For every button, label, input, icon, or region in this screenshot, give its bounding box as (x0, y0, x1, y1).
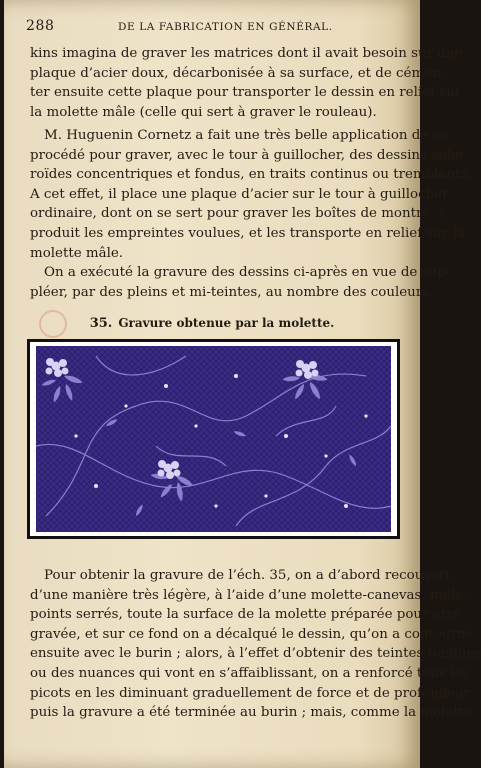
text-line: procédé pour graver, avec le tour à guillocher, des dessins sphé- (30, 147, 468, 163)
text-line: kins imagina de graver les matrices dont il avait besoin sur une (30, 46, 463, 61)
paragraph-4 (30, 566, 481, 723)
paragraph-3 (30, 263, 451, 302)
text-line: A cet effet, il place une plaque d’acier sur le tour à guillocher (30, 186, 449, 202)
running-title: DE LA FABRICATION EN GÉNÉRAL. (118, 21, 333, 33)
text-line: picots en les diminuant graduellement de force et de profondeur ; (30, 685, 479, 701)
figure-number: 35. (89, 316, 113, 331)
text-line: ensuite avec le burin ; alors, à l’effet d’obtenir des teintes fondues (30, 646, 481, 662)
text-line: gravée, et sur ce fond on a décalqué le dessin, qu’on a contourné (30, 626, 474, 642)
text-line: ou des nuances qui vont en s’affaiblissant, on a renforcé tous les (30, 665, 470, 681)
text-line: M. Huguenin Cornetz a fait une très belle application de ce (44, 128, 448, 143)
text-line: pléer, par des pleins et mi-teintes, au nombre des couleurs. (30, 284, 434, 300)
book-page (4, 0, 481, 768)
figure-title: Gravure obtenue par la molette. (118, 316, 335, 330)
text-line: plaque d’acier doux, décarbonisée à sa surface, et de cémen- (30, 65, 446, 81)
figure-caption (4, 316, 420, 331)
text-line: molette mâle. (30, 245, 124, 261)
text-line: ter ensuite cette plaque pour transporter le dessin en relief sur (30, 85, 462, 101)
text-line: la molette mâle (celle qui sert à graver le rouleau). (30, 104, 377, 120)
text-line: puis la gravure a été terminée au burin ; mais, comme la molette (30, 705, 473, 721)
fabric-sample-figure (27, 339, 400, 539)
text-line: produit les empreintes voulues, et les transporte en relief sur la (30, 225, 465, 241)
text-line: points serrés, toute la surface de la molette préparée pour être (30, 607, 461, 623)
paragraph-2 (30, 126, 472, 263)
text-line: roïdes concentriques et fondus, en traits continus ou tremblants. (30, 167, 472, 183)
page-number: 288 (26, 18, 55, 34)
fabric-pattern-image (36, 346, 391, 532)
paragraph-1 (30, 44, 463, 122)
text-line: ordinaire, dont on se sert pour graver les boîtes de montre, y (30, 206, 447, 222)
text-line: d’une manière très légère, à l’aide d’une molette-canevas, mille- (30, 587, 468, 603)
text-line: On a exécuté la gravure des dessins ci-après en vue de sup- (44, 265, 451, 280)
text-line: Pour obtenir la gravure de l’éch. 35, on a d’abord recouvert, (44, 568, 455, 583)
